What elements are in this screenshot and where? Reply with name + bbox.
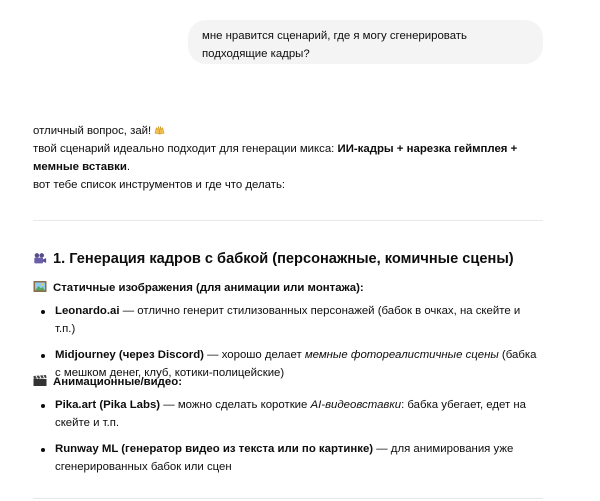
raised-hands-icon — [154, 125, 165, 135]
intro-text: твой сценарий идеально подходит для генерации микса: — [33, 143, 338, 155]
response-greeting — [33, 122, 553, 140]
user-message-bubble — [188, 20, 543, 64]
static-subheading — [33, 279, 364, 297]
section-divider — [33, 220, 543, 221]
greeting-text: отличный вопрос, зай! — [33, 125, 152, 137]
user-message-text: мне нравится сценарий, где я могу сгенерировать подходящие кадры? — [202, 30, 467, 60]
tool-description: — можно сделать короткие — [160, 399, 311, 411]
tool-description-tail: : бабка убегает, едет на скейте и т.п. — [55, 399, 527, 429]
framed-picture-icon — [33, 280, 47, 293]
response-intro — [33, 140, 553, 176]
tool-name: Leonardo.ai — [55, 305, 120, 317]
response-list-intro — [33, 176, 553, 194]
movie-camera-icon — [33, 252, 47, 265]
animated-heading-text: Анимационные/видео: — [53, 376, 182, 388]
tool-description-italic: AI-видеовставки — [310, 399, 402, 411]
animated-subheading — [33, 373, 182, 391]
intro-bold-text: ИИ-кадры + нарезка геймплея + мемные вставки — [33, 143, 518, 173]
clapper-board-icon — [33, 374, 47, 387]
list-intro-text: вот тебе список инструментов и где что делать: — [33, 179, 286, 191]
list-item — [33, 396, 543, 432]
static-heading-text: Статичные изображения (для анимации или монтажа): — [53, 282, 364, 294]
tool-description: — хорошо делает — [203, 349, 305, 361]
intro-period: . — [126, 161, 130, 173]
tool-description-tail: (бабка с мешком денег, клуб, котики-полицейские) — [55, 349, 537, 379]
section-heading — [33, 249, 514, 269]
tool-name: Midjourney (через Discord) — [55, 349, 204, 361]
tool-name: Runway ML (генератор видео из текста или по картинке) — [55, 443, 374, 455]
tool-name: Pika.art (Pika Labs) — [55, 399, 161, 411]
section-title: 1. Генерация кадров с бабкой (персонажные, комичные сцены) — [53, 251, 514, 267]
section-divider-bottom — [33, 498, 543, 499]
tool-description: — для анимирования уже сгенерированных бабок или сцен — [55, 443, 514, 473]
tool-description-italic: мемные фотореалистичные сцены — [304, 349, 499, 361]
animated-tools-list — [33, 396, 543, 484]
list-item — [33, 440, 543, 476]
list-item — [33, 302, 543, 338]
tool-description: — отлично генерит стилизованных персонажей (бабок в очках, на скейте и т.п.) — [55, 305, 521, 335]
